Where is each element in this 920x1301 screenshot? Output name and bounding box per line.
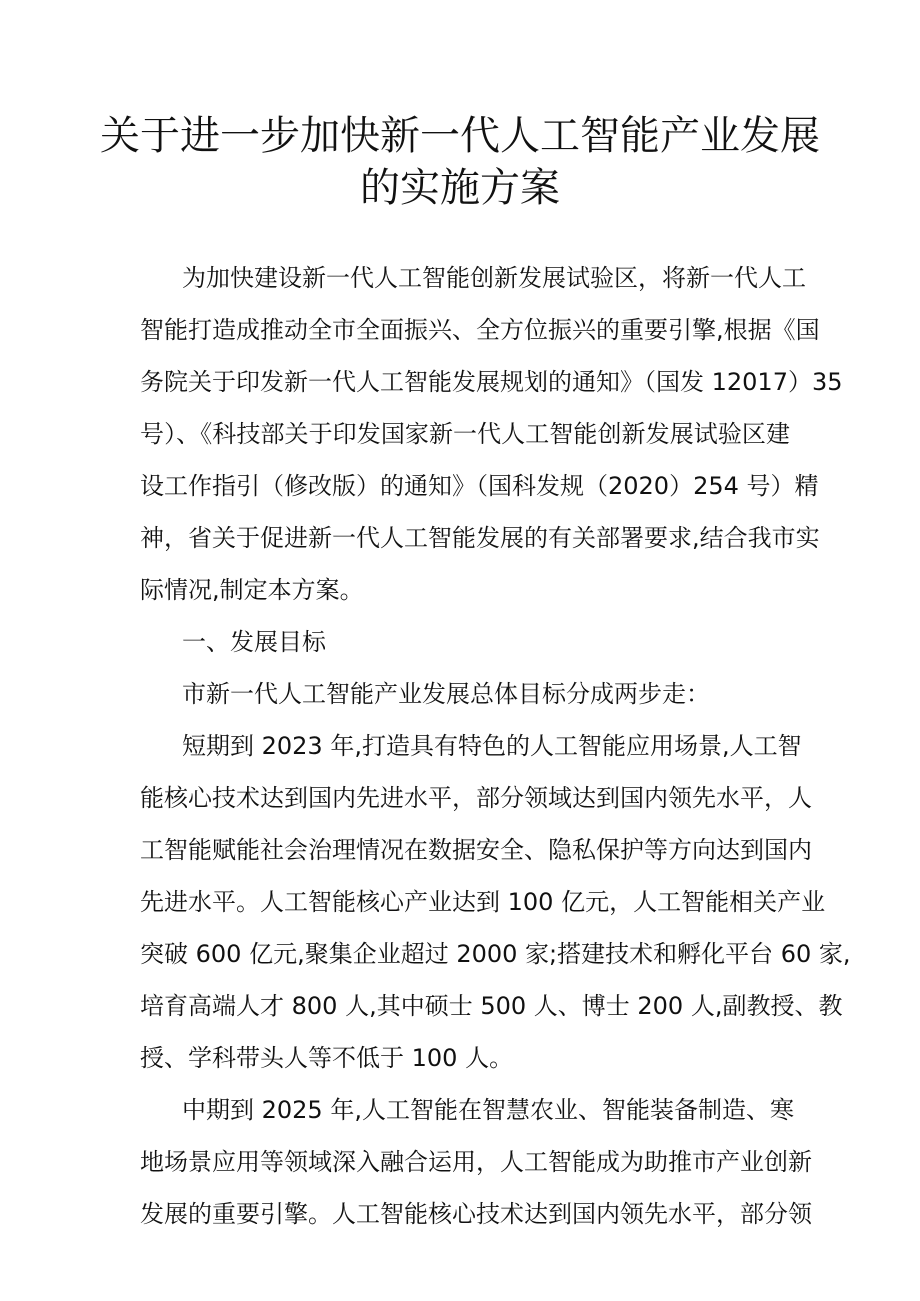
paragraph-1-line: 际情况,制定本方案。 (140, 576, 364, 604)
paragraph-3-line: 短期到 2023 年,打造具有特色的人工智能应用场景,人工智 (182, 732, 802, 760)
paragraph-4-line: 地场景应用等领域深入融合运用，人工智能成为助推市产业创新 (140, 1148, 812, 1176)
paragraph-3-line: 授、学科带头人等不低于 100 人。 (140, 1044, 514, 1072)
paragraph-1-line: 为加快建设新一代人工智能创新发展试验区，将新一代人工 (182, 264, 806, 292)
section-heading: 一、发展目标 (182, 628, 326, 656)
paragraph-1-line: 神，省关于促进新一代人工智能发展的有关部署要求,结合我市实 (140, 524, 820, 552)
paragraph-2-line: 市新一代人工智能产业发展总体目标分成两步走： (182, 680, 710, 708)
paragraph-1-line: 号）、《科技部关于印发国家新一代人工智能创新发展试验区建 (140, 420, 790, 448)
paragraph-3-line: 培育高端人才 800 人,其中硕士 500 人、博士 200 人,副教授、教 (140, 992, 843, 1020)
paragraph-1-line: 设工作指引（修改版）的通知》（国科发规（2020）254 号）精 (140, 472, 819, 500)
paragraph-3-line: 突破 600 亿元,聚集企业超过 2000 家;搭建技术和孵化平台 60 家, (140, 940, 851, 968)
paragraph-4-line: 发展的重要引擎。人工智能核心技术达到国内领先水平，部分领 (140, 1200, 812, 1228)
paragraph-4-line: 中期到 2025 年,人工智能在智慧农业、智能装备制造、寒 (182, 1096, 794, 1124)
paragraph-1-line: 智能打造成推动全市全面振兴、全方位振兴的重要引擎,根据《国 (140, 316, 820, 344)
document-title-line-2: 的实施方案 (360, 165, 560, 211)
paragraph-3-line: 能核心技术达到国内先进水平，部分领域达到国内领先水平，人 (140, 784, 812, 812)
paragraph-3-line: 工智能赋能社会治理情况在数据安全、隐私保护等方向达到国内 (140, 836, 812, 864)
paragraph-1-line: 务院关于印发新一代人工智能发展规划的通知》（国发 12017）35 (140, 368, 843, 396)
document-title-line-1: 关于进一步加快新一代人工智能产业发展 (100, 113, 820, 159)
paragraph-3-line: 先进水平。人工智能核心产业达到 100 亿元，人工智能相关产业 (140, 888, 826, 916)
